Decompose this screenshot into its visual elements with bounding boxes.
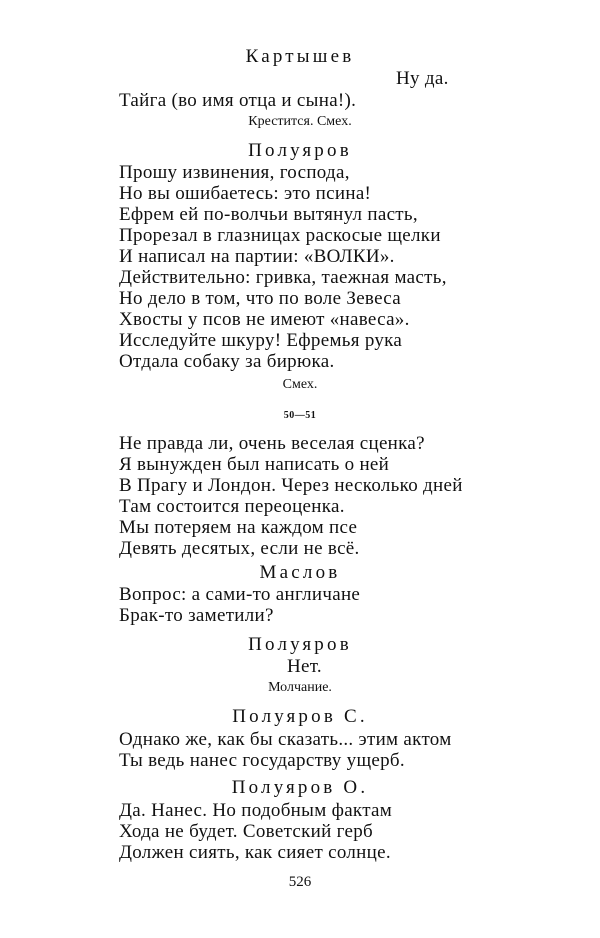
verse-line: Отдала собаку за бирюка. [119, 351, 335, 372]
speaker-maslov: Маслов [259, 562, 341, 583]
verse-line: Хвосты у псов не имеют «навеса». [119, 309, 410, 330]
verse-line: Прошу извинения, господа, [119, 162, 350, 183]
verse-line: В Прагу и Лондон. Через несколько дней [119, 475, 463, 496]
verse-line: Тайга (во имя отца и сына!). [119, 90, 357, 111]
verse-line: Да. Нанес. Но подобным фактам [119, 800, 393, 821]
stage-direction: Смех. [282, 377, 318, 392]
verse-line: Однако же, как бы сказать... этим актом [119, 729, 452, 750]
verse-line: Брак-то заметили? [119, 605, 274, 626]
verse-line: Но дело в том, что по воле Зевеса [119, 288, 401, 309]
verse-line: Исследуйте шкуру! Ефремья рука [119, 330, 403, 351]
speaker-poluyarov: Полуяров [248, 140, 352, 161]
speaker-poluyarov-o: Полуяров О. [231, 777, 369, 798]
indented-line: Нет. [287, 656, 322, 677]
verse-line: Вопрос: а сами-то англичане [119, 584, 361, 605]
verse-line: Но вы ошибаетесь: это псина! [119, 183, 372, 204]
verse-line: Действительно: гривка, таежная масть, [119, 267, 447, 288]
indented-line: Ну да. [396, 68, 449, 89]
verse-line: Я вынужден был написать о ней [119, 454, 390, 475]
section-marker: 50—51 [283, 410, 317, 421]
verse-line: Прорезал в глазницах раскосые щелки [119, 225, 441, 246]
speaker-poluyarov: Полуяров [248, 634, 352, 655]
verse-line: Там состоится переоценка. [119, 496, 345, 517]
verse-line: Ефрем ей по-волчьи вытянул пасть, [119, 204, 418, 225]
speaker-poluyarov-s: Полуяров С. [232, 706, 368, 727]
speaker-kartyshev: Картышев [245, 46, 355, 67]
verse-line: Не правда ли, очень веселая сценка? [119, 433, 425, 454]
verse-line: И написал на партии: «ВОЛКИ». [119, 246, 395, 267]
verse-line: Хода не будет. Советский герб [119, 821, 373, 842]
verse-line: Ты ведь нанес государству ущерб. [119, 750, 405, 771]
stage-direction: Молчание. [268, 680, 332, 695]
page-number: 526 [288, 874, 312, 890]
verse-line: Девять десятых, если не всё. [119, 538, 360, 559]
verse-line: Мы потеряем на каждом псе [119, 517, 358, 538]
verse-line: Должен сиять, как сияет солнце. [119, 842, 391, 863]
stage-direction: Крестится. Смех. [248, 114, 352, 129]
